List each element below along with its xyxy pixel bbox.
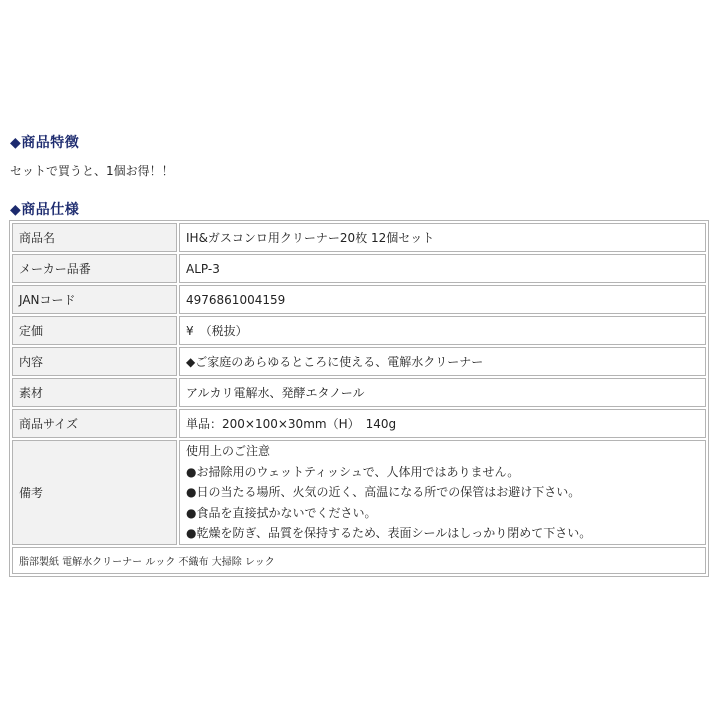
spec-key: 内容 [12, 347, 177, 376]
notes-line: ●日の当たる場所、火気の近く、高温になる所での保管はお避け下さい。 [186, 485, 581, 500]
spec-key: メーカー品番 [12, 254, 177, 283]
notes-line: ●お掃除用のウェットティッシュで、人体用ではありません。 [186, 464, 520, 479]
notes-line: 使用上のご注意 [186, 444, 271, 459]
spec-row-tags [12, 547, 706, 574]
spec-key: JANコード [12, 285, 177, 314]
spec-key: 定価 [12, 316, 177, 345]
notes-value [179, 440, 706, 545]
spec-row-list-price [12, 316, 706, 345]
specs-heading: ◆商品仕様 [10, 202, 80, 218]
spec-value: アルカリ電解水、発酵エタノール [179, 378, 706, 407]
spec-row-notes [12, 440, 706, 545]
spec-row-maker-part-number [12, 254, 706, 283]
spec-row-material [12, 378, 706, 407]
tags-text: 脂部製紙 電解水クリーナー ルック 不織布 大掃除 レック [12, 547, 706, 574]
spec-row-product-size [12, 409, 706, 438]
spec-value: 単品：200×100×30mm（H） 140g [179, 409, 706, 438]
spec-key: 商品名 [12, 223, 177, 252]
notes-line: ●食品を直接拭かないでください。 [186, 505, 377, 520]
spec-key: 商品サイズ [12, 409, 177, 438]
spec-key: 素材 [12, 378, 177, 407]
spec-value: ¥ （税抜） [179, 316, 706, 345]
spec-row-jan-code [12, 285, 706, 314]
spec-value: ALP-3 [179, 254, 706, 283]
spec-value: ◆ご家庭のあらゆるところに使える、電解水クリーナー [179, 347, 706, 376]
features-heading: ◆商品特徴 [10, 135, 80, 151]
spec-row-contents [12, 347, 706, 376]
notes-line: ●乾燥を防ぎ、品質を保持するため、表面シールはしっかり閉めて下さい。 [186, 526, 592, 541]
spec-key: 備考 [12, 440, 177, 545]
spec-value: IH&ガスコンロ用クリーナー20枚 12個セット [179, 223, 706, 252]
spec-value: 4976861004159 [179, 285, 706, 314]
spec-row-product-name [12, 223, 706, 252]
features-text: セットで買うと、1個お得！！ [10, 164, 174, 178]
spec-table [9, 220, 709, 577]
